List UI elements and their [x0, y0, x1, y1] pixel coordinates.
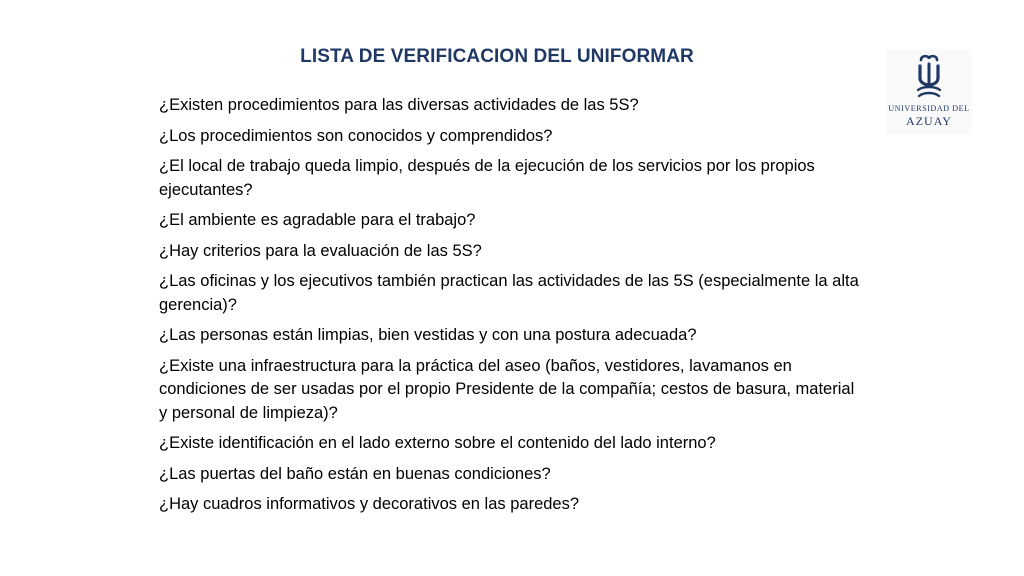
checklist-item: ¿Existe identificación en el lado externo sobre el contenido del lado interno?: [159, 434, 716, 452]
logo-text-line2: AZUAY: [906, 114, 952, 128]
checklist-item: ¿El local de trabajo queda limpio, después de la ejecución de los servicios por los propios ejecutantes?: [159, 157, 815, 199]
checklist-item: ¿Las oficinas y los ejecutivos también practican las actividades de las 5S (especialmente la alta gerencia)?: [159, 272, 859, 314]
checklist-item: ¿Hay criterios para la evaluación de las 5S?: [159, 241, 482, 260]
checklist-item: ¿Existe una infraestructura para la práctica del aseo (baños, vestidores, lavamanos en condiciones de ser usadas por el propio Presidente de la compañía; cestos de basura, material y personal de limpieza)?: [159, 356, 855, 422]
checklist-item: ¿Existen procedimientos para las diversas actividades de las 5S?: [159, 96, 639, 114]
page-title: LISTA DE VERIFICACION DEL UNIFORMAR: [300, 46, 694, 67]
checklist-item: ¿Las puertas del baño están en buenas condiciones?: [159, 464, 551, 483]
checklist-item: ¿Las personas están limpias, bien vestidas y con una postura adecuada?: [159, 326, 697, 344]
checklist-item: ¿Hay cuadros informativos y decorativos en las paredes?: [159, 495, 580, 513]
university-logo: [886, 50, 972, 134]
checklist-item: ¿Los procedimientos son conocidos y comprendidos?: [159, 126, 553, 145]
checklist: [159, 94, 859, 524]
university-emblem-icon: [915, 54, 943, 102]
checklist-item: ¿El ambiente es agradable para el trabajo?: [159, 211, 476, 229]
logo-text-line1: UNIVERSIDAD DEL: [888, 104, 970, 113]
